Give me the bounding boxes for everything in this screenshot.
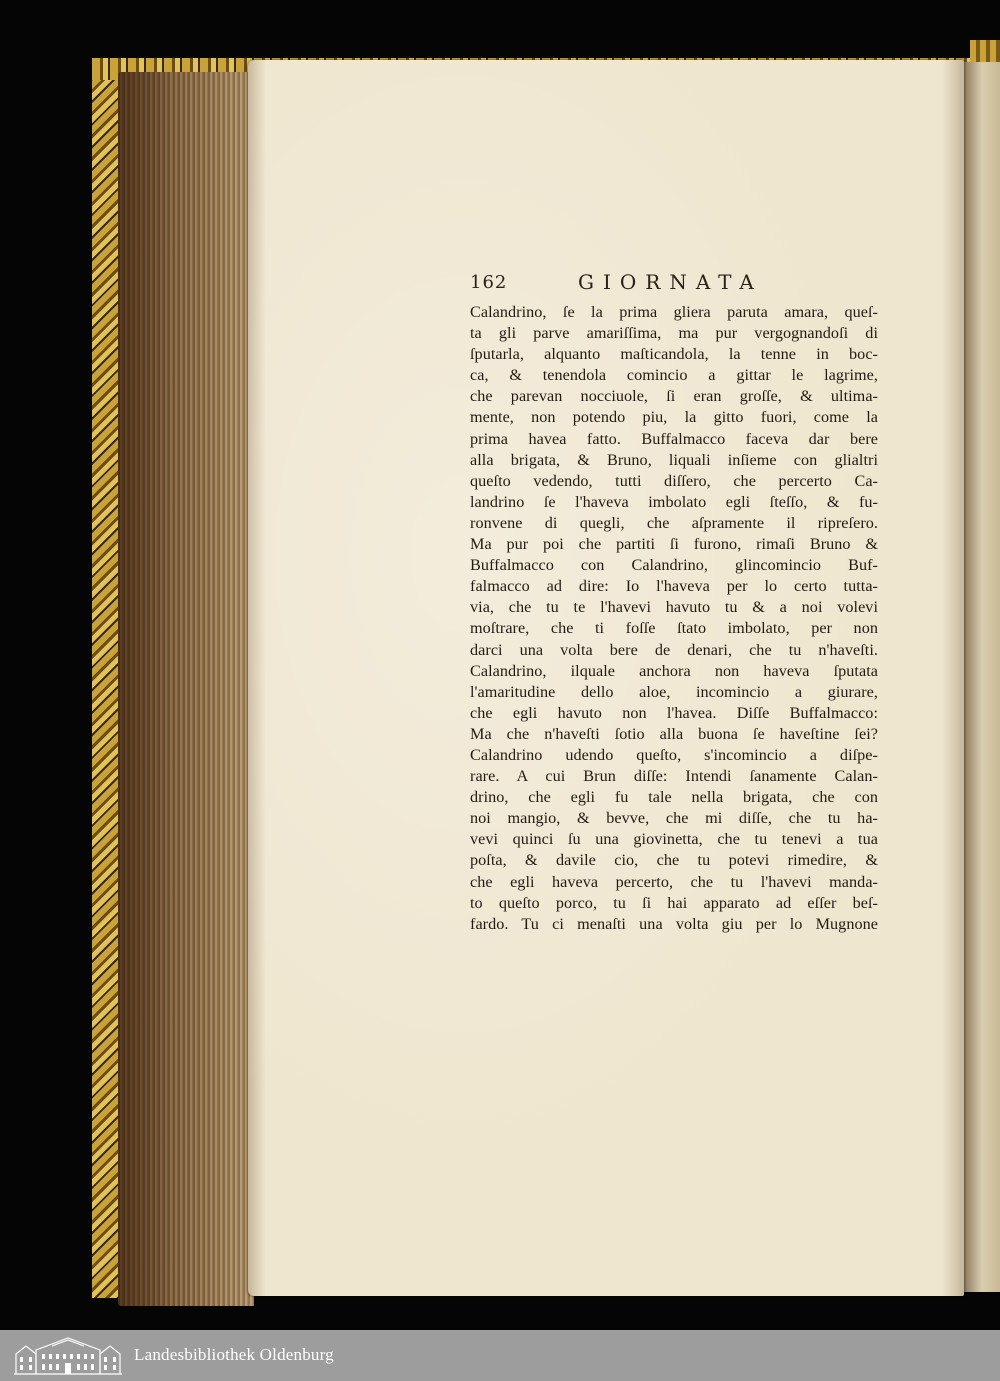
text-line: che egli havuto non l'havea. Diſſe Buffalmacco:	[470, 703, 878, 722]
text-line: ronvene di quegli, che aſpramente il ripreſero.	[470, 513, 878, 532]
running-head	[470, 268, 878, 302]
text-line: fardo. Tu ci menaſti una volta giu per lo Mugnone	[470, 914, 878, 933]
text-line: Calandrino, ilquale anchora non haveva ſputata	[470, 661, 878, 680]
text-line: prima havea fatto. Buffalmacco faceva dar bere	[470, 429, 878, 448]
facing-page-edge	[962, 62, 1000, 1292]
text-line: vevi quinci ſu una giovinetta, che tu tenevi a tua	[470, 830, 878, 849]
body-text	[470, 302, 878, 935]
institution-label: Landesbibliothek Oldenburg	[134, 1345, 334, 1364]
text-line: Ma che n'haveſti ſotio alla buona ſe haveſtine ſei?	[470, 724, 878, 743]
text-line: ca, & tenendola comincio a gittar le lagrime,	[470, 366, 878, 385]
text-line: drino, che egli fu tale nella brigata, che con	[470, 788, 878, 807]
text-line: moſtrare, che ti foſſe ſtato imbolato, per non	[470, 619, 878, 638]
text-line: Calandrino, ſe la prima gliera paruta amara, queſ-	[470, 303, 878, 321]
library-building-icon	[12, 1334, 124, 1376]
text-line: queſto vedendo, tutti diſſero, che percerto Ca-	[470, 471, 878, 490]
text-line: che parevan nocciuole, ſi eran groſſe, & ultima-	[470, 387, 878, 406]
text-line: Ma pur poi che partiti ſi furono, rimaſi Bruno &	[470, 535, 878, 554]
page-fore-edge-shade	[118, 72, 254, 1306]
text-line: Buffalmacco con Calandrino, glincomincio Buf-	[470, 556, 878, 575]
page-number: 162	[470, 272, 508, 293]
text-line: poſta, & davile cio, che tu potevi rimedire, &	[470, 851, 878, 870]
text-line: alla brigata, & Bruno, liquali inſieme con glialtri	[470, 450, 878, 469]
text-line: mente, non potendo piu, la gitto fuori, come la	[470, 408, 878, 427]
text-line: Calandrino udendo queſto, s'incomincio a diſpe-	[470, 745, 878, 764]
text-line: ta gli parve amariſſima, ma pur vergognandoſi di	[470, 324, 878, 343]
text-line: landrino ſe l'haveva imbolato egli ſteſſo, & fu-	[470, 492, 878, 511]
page-text-block	[470, 268, 878, 935]
running-head-title: GIORNATA	[578, 270, 763, 294]
text-line: darci una volta bere de denari, che tu n'haveſti.	[470, 640, 878, 659]
text-line: to queſto porco, tu ſi hai apparato ad eſſer beſ-	[470, 893, 878, 912]
text-line: l'amaritudine dello aloe, incomincio a giurare,	[470, 682, 878, 701]
text-line: che egli haveva percerto, che tu l'havevi manda-	[470, 872, 878, 891]
text-line: via, che tu te l'havevi havuto tu & a noi volevi	[470, 598, 878, 617]
text-line: noi mangio, & bevve, che mi diſſe, che tu ha-	[470, 809, 878, 828]
text-line: rare. A cui Brun diſſe: Intendi ſanamente Calan-	[470, 767, 878, 786]
text-line: falmacco ad dire: Io l'haveva per lo certo tutta-	[470, 577, 878, 596]
text-line: ſputarla, alquanto maſticandola, la tenne in boc-	[470, 345, 878, 364]
footer-bar	[0, 1330, 1000, 1381]
